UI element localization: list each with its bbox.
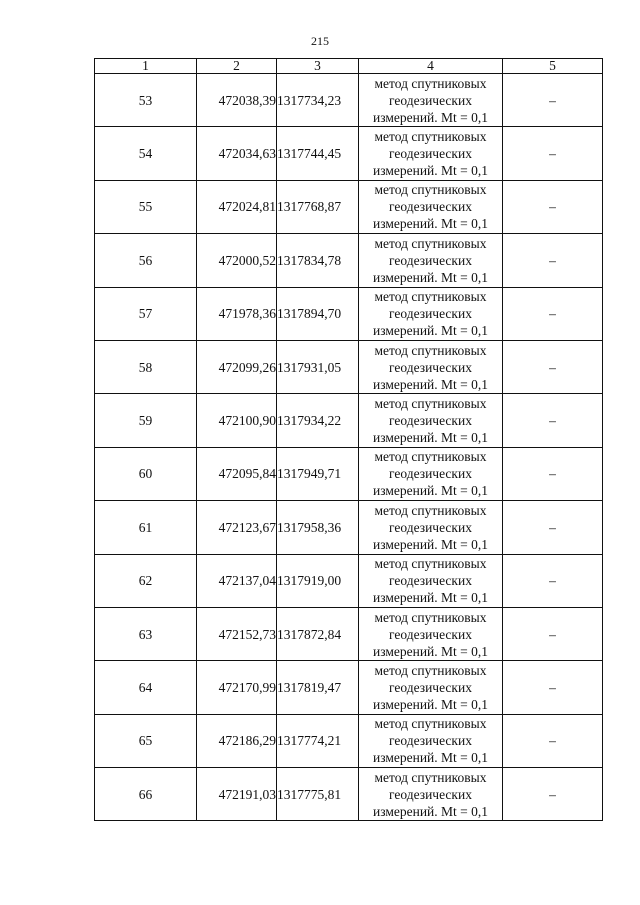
x-coordinate-cell: 472000,52 [197,234,277,287]
description-cell: – [503,74,603,127]
x-coordinate-cell: 472100,90 [197,394,277,447]
y-coordinate-cell: 1317949,71 [277,447,359,500]
method-line-3: измерений. Mt = 0,1 [372,590,489,606]
table-row [95,661,603,714]
table-row [95,287,603,340]
point-number-cell: 53 [95,74,197,127]
table-row [95,394,603,447]
method-line-2: геодезических [389,519,472,535]
description-cell: – [503,394,603,447]
x-coordinate-cell: 472186,29 [197,714,277,767]
description-cell: – [503,607,603,660]
method-line-1: метод спутниковых [374,769,487,785]
table-row [95,554,603,607]
method-cell [359,340,503,393]
description-cell: – [503,287,603,340]
description-cell: – [503,447,603,500]
point-number-cell: 58 [95,340,197,393]
method-cell [359,661,503,714]
method-cell [359,768,503,821]
method-line-3: измерений. Mt = 0,1 [372,483,489,499]
method-line-1: метод спутниковых [374,289,487,305]
method-line-3: измерений. Mt = 0,1 [372,163,489,179]
point-number-cell: 61 [95,501,197,554]
method-cell [359,234,503,287]
table-row [95,447,603,500]
column-header-2: 2 [197,59,277,74]
method-cell [359,74,503,127]
point-number-cell: 55 [95,180,197,233]
method-line-1: метод спутниковых [374,556,487,572]
method-line-1: метод спутниковых [374,129,487,145]
x-coordinate-cell: 472152,73 [197,607,277,660]
method-line-3: измерений. Mt = 0,1 [372,643,489,659]
method-line-3: измерений. Mt = 0,1 [372,803,489,819]
table-row [95,127,603,180]
y-coordinate-cell: 1317931,05 [277,340,359,393]
method-cell [359,554,503,607]
y-coordinate-cell: 1317734,23 [277,74,359,127]
method-cell [359,501,503,554]
y-coordinate-cell: 1317834,78 [277,234,359,287]
point-number-cell: 64 [95,661,197,714]
page-number: 215 [311,34,329,48]
x-coordinate-cell: 472191,03 [197,768,277,821]
table-row [95,768,603,821]
method-line-2: геодезических [389,679,472,695]
point-number-cell: 54 [95,127,197,180]
method-cell [359,607,503,660]
description-cell: – [503,180,603,233]
method-cell [359,394,503,447]
method-line-3: измерений. Mt = 0,1 [372,696,489,712]
method-line-2: геодезических [389,573,472,589]
x-coordinate-cell: 472137,04 [197,554,277,607]
method-line-2: геодезических [389,199,472,215]
method-line-1: метод спутниковых [374,662,487,678]
y-coordinate-cell: 1317768,87 [277,180,359,233]
description-cell: – [503,661,603,714]
point-number-cell: 57 [95,287,197,340]
description-cell: – [503,554,603,607]
y-coordinate-cell: 1317775,81 [277,768,359,821]
method-line-2: геодезических [389,626,472,642]
x-coordinate-cell: 471978,36 [197,287,277,340]
x-coordinate-cell: 472034,63 [197,127,277,180]
table-row [95,501,603,554]
method-line-1: метод спутниковых [374,235,487,251]
method-line-3: измерений. Mt = 0,1 [372,109,489,125]
x-coordinate-cell: 472099,26 [197,340,277,393]
method-line-2: геодезических [389,252,472,268]
header-row [95,59,603,74]
method-cell [359,127,503,180]
y-coordinate-cell: 1317872,84 [277,607,359,660]
coordinates-table [94,58,603,821]
method-line-2: геодезических [389,92,472,108]
y-coordinate-cell: 1317744,45 [277,127,359,180]
method-line-3: измерений. Mt = 0,1 [372,536,489,552]
x-coordinate-cell: 472123,67 [197,501,277,554]
column-header-4: 4 [359,59,503,74]
method-line-3: измерений. Mt = 0,1 [372,269,489,285]
method-line-2: геодезических [389,786,472,802]
table-row [95,74,603,127]
column-header-5: 5 [503,59,603,74]
point-number-cell: 66 [95,768,197,821]
description-cell: – [503,234,603,287]
method-line-1: метод спутниковых [374,342,487,358]
y-coordinate-cell: 1317934,22 [277,394,359,447]
column-header-3: 3 [277,59,359,74]
method-cell [359,447,503,500]
method-cell [359,287,503,340]
description-cell: – [503,127,603,180]
point-number-cell: 56 [95,234,197,287]
method-line-1: метод спутниковых [374,502,487,518]
method-line-1: метод спутниковых [374,716,487,732]
y-coordinate-cell: 1317919,00 [277,554,359,607]
x-coordinate-cell: 472095,84 [197,447,277,500]
method-line-3: измерений. Mt = 0,1 [372,376,489,392]
table-row [95,714,603,767]
method-line-3: измерений. Mt = 0,1 [372,216,489,232]
description-cell: – [503,714,603,767]
method-line-2: геодезических [389,466,472,482]
method-line-2: геодезических [389,146,472,162]
y-coordinate-cell: 1317774,21 [277,714,359,767]
y-coordinate-cell: 1317894,70 [277,287,359,340]
method-line-1: метод спутниковых [374,182,487,198]
method-cell [359,714,503,767]
point-number-cell: 60 [95,447,197,500]
table-row [95,234,603,287]
method-line-2: геодезических [389,733,472,749]
x-coordinate-cell: 472170,99 [197,661,277,714]
description-cell: – [503,340,603,393]
x-coordinate-cell: 472024,81 [197,180,277,233]
x-coordinate-cell: 472038,39 [197,74,277,127]
method-line-2: геодезических [389,306,472,322]
description-cell: – [503,768,603,821]
method-line-2: геодезических [389,413,472,429]
point-number-cell: 62 [95,554,197,607]
column-header-1: 1 [95,59,197,74]
method-cell [359,180,503,233]
method-line-2: геодезических [389,359,472,375]
table-row [95,607,603,660]
method-line-3: измерений. Mt = 0,1 [372,323,489,339]
table-body [95,74,603,821]
description-cell: – [503,501,603,554]
method-line-3: измерений. Mt = 0,1 [372,750,489,766]
y-coordinate-cell: 1317958,36 [277,501,359,554]
method-line-1: метод спутниковых [374,75,487,91]
table-row [95,180,603,233]
method-line-1: метод спутниковых [374,449,487,465]
y-coordinate-cell: 1317819,47 [277,661,359,714]
method-line-3: измерений. Mt = 0,1 [372,430,489,446]
table-row [95,340,603,393]
method-line-1: метод спутниковых [374,609,487,625]
point-number-cell: 65 [95,714,197,767]
point-number-cell: 63 [95,607,197,660]
point-number-cell: 59 [95,394,197,447]
method-line-1: метод спутниковых [374,396,487,412]
